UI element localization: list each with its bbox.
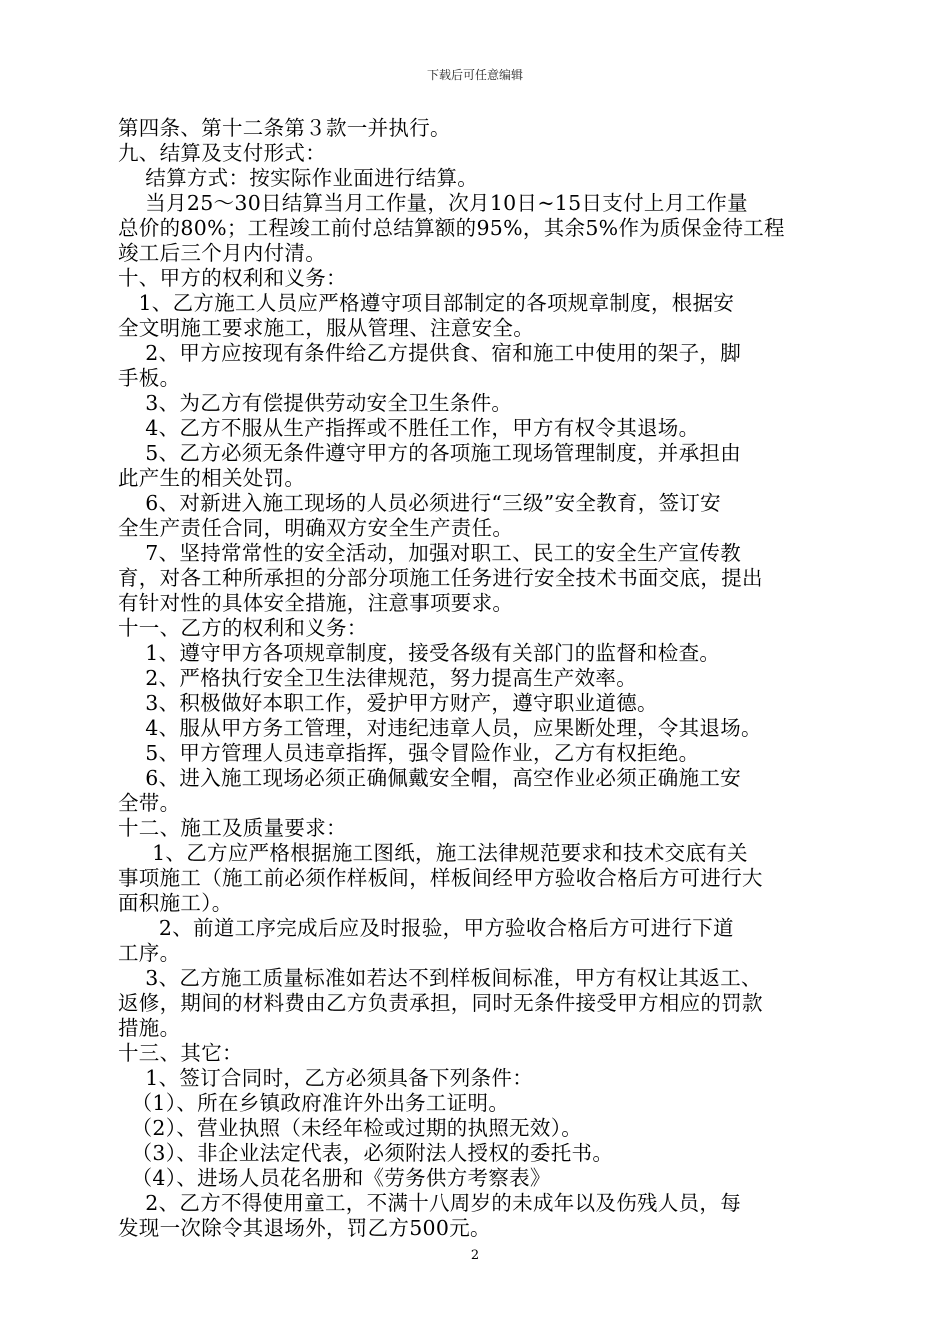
- text-line: 2、甲方应按现有条件给乙方提供食、宿和施工中使用的架子，脚: [118, 341, 742, 365]
- text-line: 全带。: [118, 791, 181, 815]
- text-line: 此产生的相关处罚。: [118, 466, 306, 490]
- text-line: 十二、施工及质量要求：: [118, 816, 347, 840]
- text-line: 全文明施工要求施工，服从管理、注意安全。: [118, 316, 534, 340]
- text-line: 有针对性的具体安全措施，注意事项要求。: [118, 591, 514, 615]
- text-line: 育，对各工种所承担的分部分项施工任务进行安全技术书面交底，提出: [118, 566, 763, 590]
- text-line: 手板。: [118, 366, 181, 390]
- text-line: （1）、所在乡镇政府准许外出务工证明。: [118, 1091, 510, 1115]
- text-line: 1、遵守甲方各项规章制度，接受各级有关部门的监督和检查。: [118, 641, 721, 665]
- text-line: 6、进入施工现场必须正确佩戴安全帽，高空作业必须正确施工安: [118, 766, 742, 790]
- text-line: 十三、其它：: [118, 1041, 243, 1065]
- text-line: 5、乙方必须无条件遵守甲方的各项施工现场管理制度，并承担由: [118, 441, 742, 465]
- text-line: 竣工后三个月内付清。: [118, 241, 326, 265]
- text-line: 措施。: [118, 1016, 181, 1040]
- text-line: 十、甲方的权利和义务：: [118, 266, 347, 290]
- text-line: 当月25～30日结算当月工作量，次月10日~15日支付上月工作量: [118, 191, 748, 215]
- text-line: 2、严格执行安全卫生法律规范，努力提高生产效率。: [118, 666, 638, 690]
- text-line: 3、积极做好本职工作，爱护甲方财产，遵守职业道德。: [118, 691, 658, 715]
- text-line: 1、乙方应严格根据施工图纸，施工法律规范要求和技术交底有关: [118, 841, 748, 865]
- text-line: 3、为乙方有偿提供劳动安全卫生条件。: [118, 391, 513, 415]
- document-body: [118, 116, 858, 1241]
- text-line: 4、服从甲方务工管理，对违纪违章人员，应果断处理，令其退场。: [118, 716, 762, 740]
- text-line: 2、乙方不得使用童工，不满十八周岁的未成年以及伤残人员，每: [118, 1191, 742, 1215]
- text-line: 6、对新进入施工现场的人员必须进行“三级”安全教育，签订安: [118, 491, 721, 515]
- text-line: 结算方式：按实际作业面进行结算。: [118, 166, 479, 190]
- text-line: 全生产责任合同，明确双方安全生产责任。: [118, 516, 514, 540]
- text-line: 1、乙方施工人员应严格遵守项目部制定的各项规章制度，根据安: [118, 291, 735, 315]
- text-line: 发现一次除令其退场外，罚乙方500元。: [118, 1216, 491, 1240]
- page-number: 2: [470, 1248, 480, 1263]
- text-line: 总价的80%；工程竣工前付总结算额的95%，其余5%作为质保金待工程: [118, 216, 785, 240]
- text-line: 4、乙方不服从生产指挥或不胜任工作，甲方有权令其退场。: [118, 416, 700, 440]
- text-line: 7、坚持常常性的安全活动，加强对职工、民工的安全生产宣传教: [118, 541, 742, 565]
- text-line: 十一、乙方的权利和义务：: [118, 616, 368, 640]
- text-line: 返修，期间的材料费由乙方负责承担，同时无条件接受甲方相应的罚款: [118, 991, 763, 1015]
- text-line: 面积施工）。: [118, 891, 233, 915]
- text-line: （2）、营业执照（未经年检或过期的执照无效）。: [118, 1116, 583, 1140]
- text-line: 九、结算及支付形式：: [118, 141, 326, 165]
- text-line: （3）、非企业法定代表，必须附法人授权的委托书。: [118, 1141, 614, 1165]
- text-line: 工序。: [118, 941, 181, 965]
- text-line: 事项施工（施工前必须作样板间，样板间经甲方验收合格后方可进行大: [118, 866, 763, 890]
- text-line: 1、签订合同时，乙方必须具备下列条件：: [118, 1066, 534, 1090]
- text-line: （4）、进场人员花名册和《劳务供方考察表》: [118, 1166, 551, 1190]
- text-line: 第四条、第十二条第３款一并执行。: [118, 116, 451, 140]
- text-line: 3、乙方施工质量标准如若达不到样板间标准，甲方有权让其返工、: [118, 966, 762, 990]
- text-line: 5、甲方管理人员违章指挥，强令冒险作业，乙方有权拒绝。: [118, 741, 700, 765]
- page-header: 下载后可任意编辑: [426, 68, 523, 82]
- text-line: 2、前道工序完成后应及时报验，甲方验收合格后方可进行下道: [118, 916, 734, 940]
